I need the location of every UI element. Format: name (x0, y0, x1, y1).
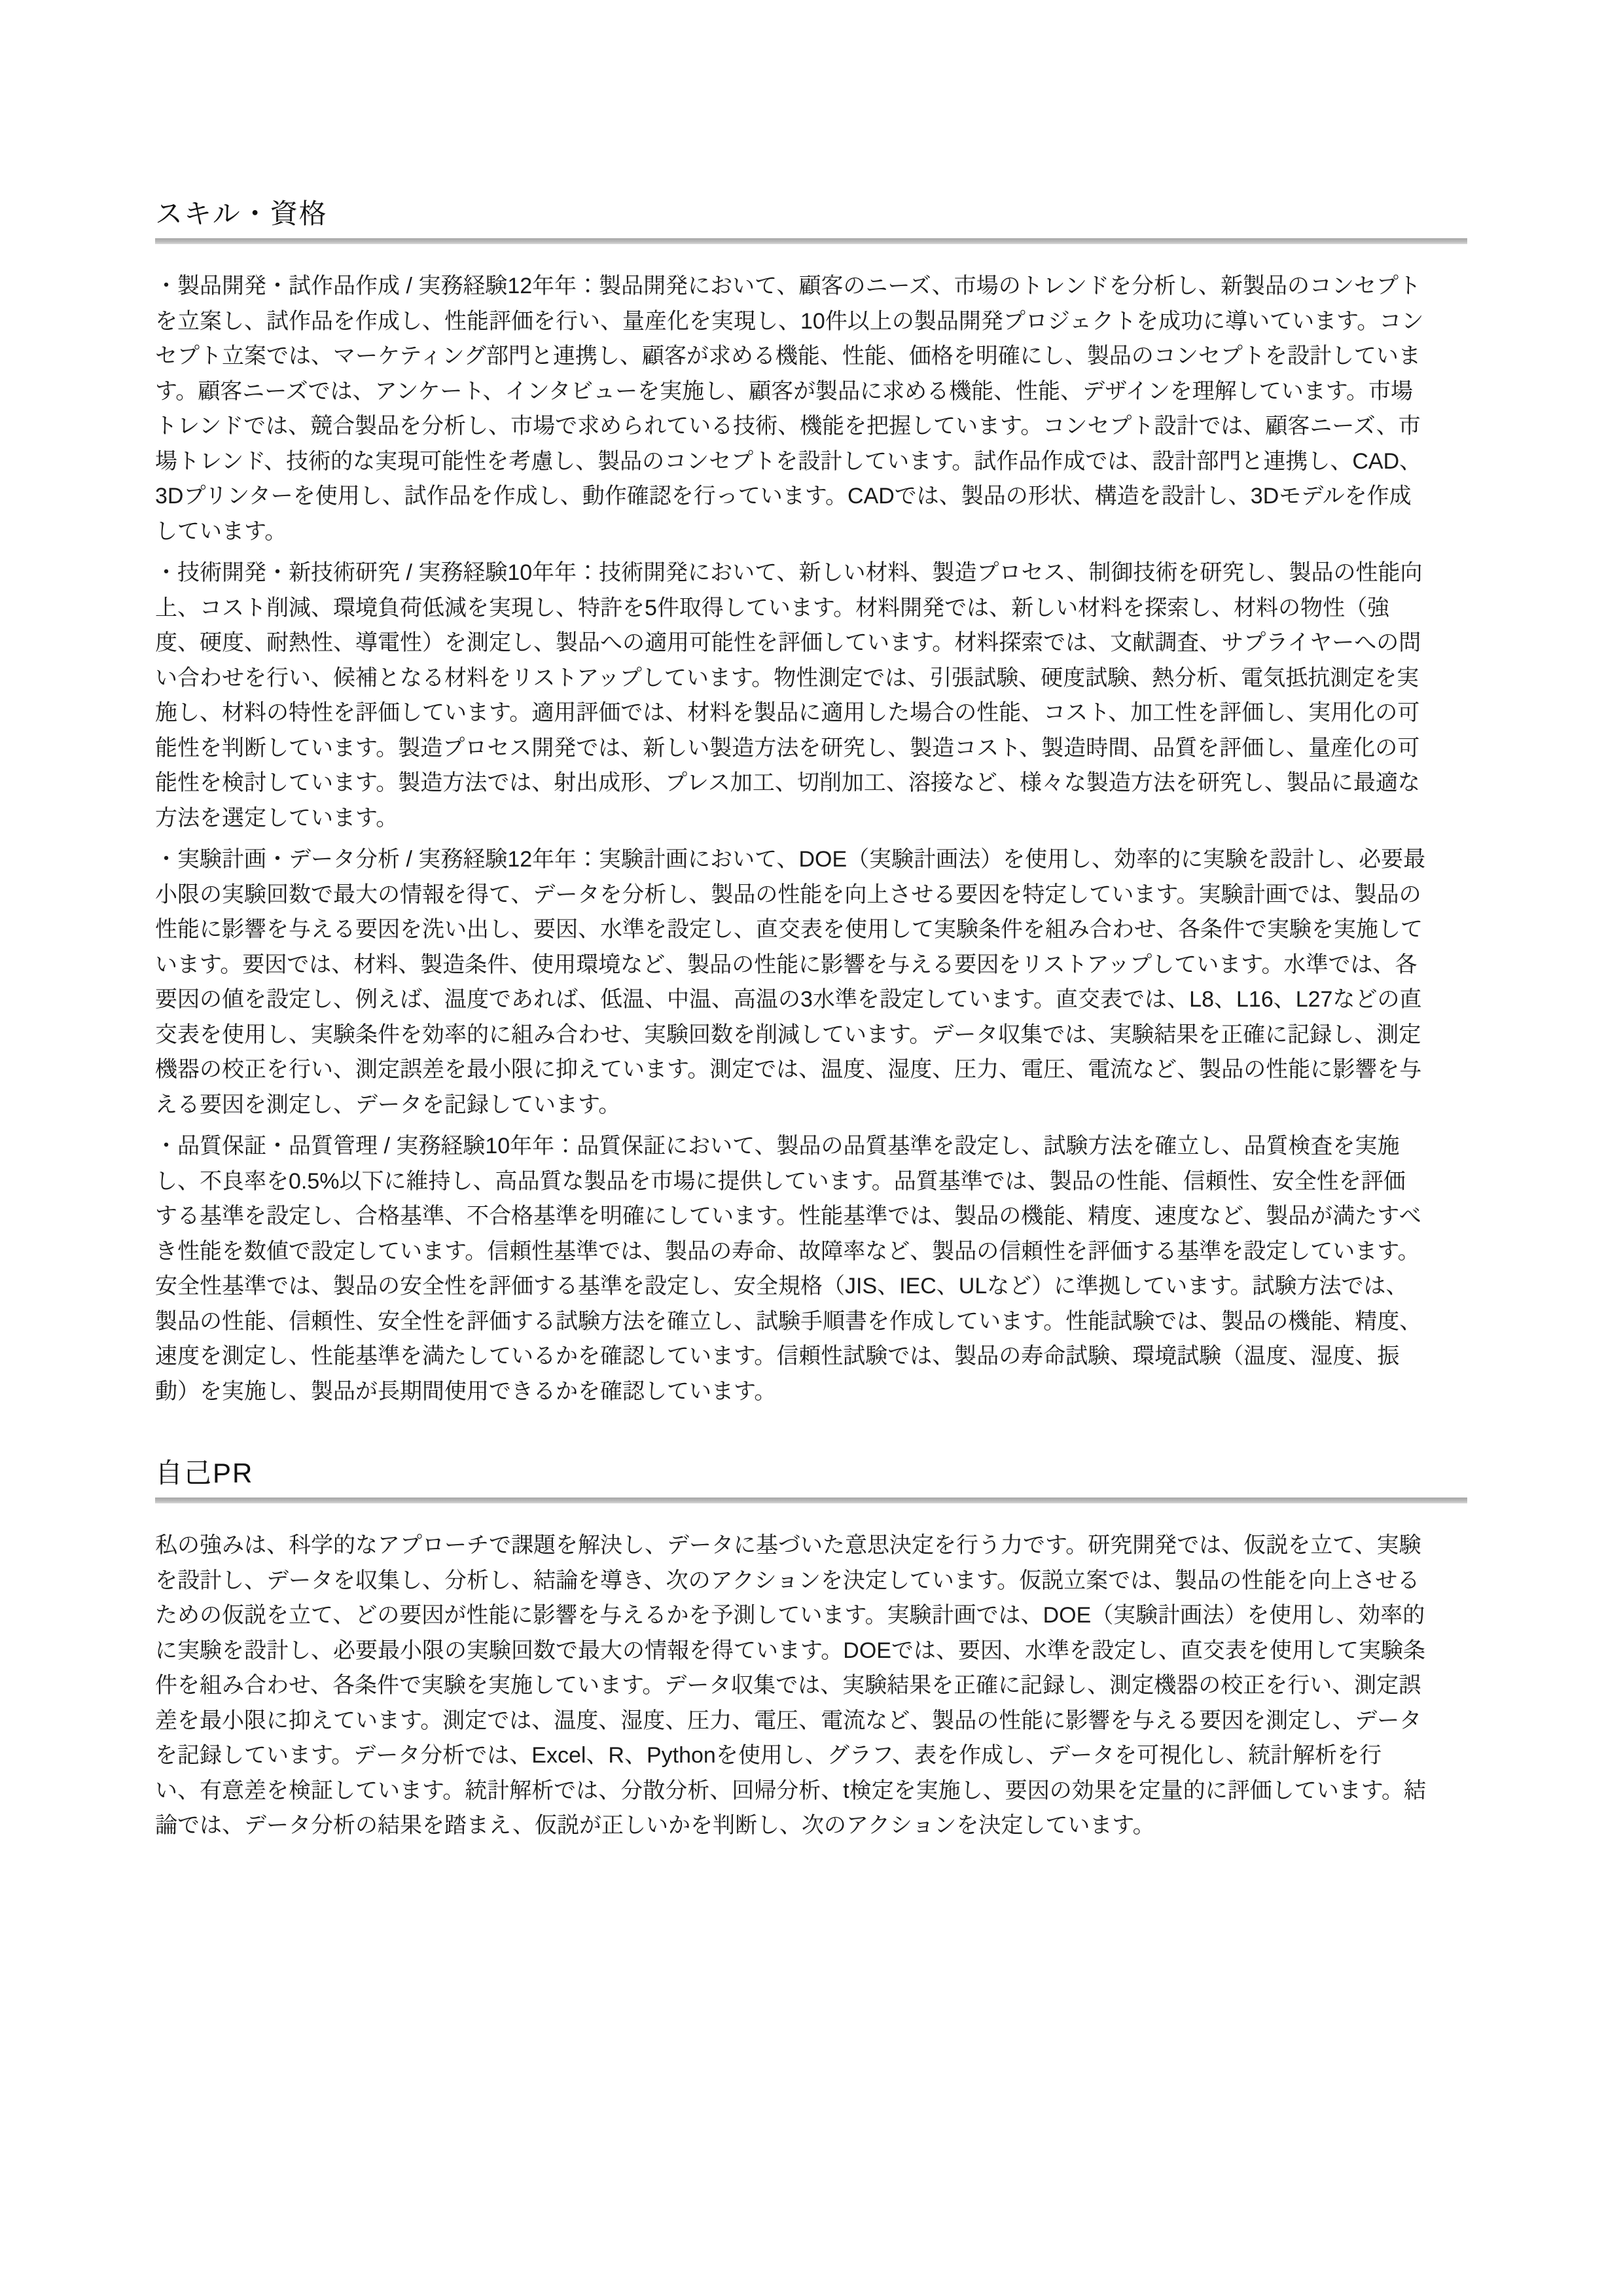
text-line: 度、硬度、耐熱性、導電性）を測定し、製品への適用可能性を評価しています。材料探索では、文献調査、サプライヤーへの問 (155, 630, 1421, 655)
text-line: に実験を設計し、必要最小限の実験回数で最大の情報を得ています。DOEでは、要因、水準を設定し、直交表を使用して実験条 (155, 1638, 1425, 1663)
paragraph-quality-assurance (155, 1129, 1467, 1409)
text-line: 差を最小限に抑えています。測定では、温度、湿度、圧力、電圧、電流など、製品の性能に影響を与える要因を測定し、データ (155, 1708, 1422, 1733)
text-line: 3Dプリンターを使用し、試作品を作成し、動作確認を行っています。CADでは、製品の形状、構造を設計し、3Dモデルを作成 (155, 484, 1412, 509)
text-line: ・技術開発・新技術研究 / 実務経験10年年：技術開発において、新しい材料、製造プロセス、制御技術を研究し、製品の性能向 (155, 560, 1423, 585)
text-line: を立案し、試作品を作成し、性能評価を行い、量産化を実現し、10件以上の製品開発プロジェクトを成功に導いています。コン (155, 308, 1424, 334)
section-heading-self-pr: 自己PR (155, 1458, 254, 1488)
section-body-skills (155, 269, 1467, 1409)
text-line: い、有意差を検証しています。統計解析では、分散分析、回帰分析、t検定を実施し、要因の効果を定量的に評価しています。結 (155, 1778, 1427, 1803)
text-line: 性能に影響を与える要因を洗い出し、要因、水準を設定し、直交表を使用して実験条件を組み合わせ、各条件で実験を実施して (155, 917, 1423, 942)
text-line: ための仮説を立て、どの要因が性能に影響を与えるかを予測しています。実験計画では、DOE（実験計画法）を使用し、効率的 (155, 1603, 1425, 1628)
paragraph-doe-data-analysis (155, 842, 1467, 1122)
text-line: える要因を測定し、データを記録しています。 (155, 1092, 621, 1117)
text-line: 動）を実施し、製品が長期間使用できるかを確認しています。 (155, 1378, 777, 1404)
text-line: トレンドでは、競合製品を分析し、市場で求められている技術、機能を把握しています。コンセプト設計では、顧客ニーズ、市 (155, 414, 1421, 439)
text-line: 方法を選定しています。 (155, 805, 399, 831)
text-line: を記録しています。データ分析では、Excel、R、Pythonを使用し、グラフ、表を作成し、データを可視化し、統計解析を行 (155, 1743, 1382, 1768)
text-line: 件を組み合わせ、各条件で実験を実施しています。データ収集では、実験結果を正確に記録し、測定機器の校正を行い、測定誤 (155, 1673, 1421, 1698)
text-line: 場トレンド、技術的な実現可能性を考慮し、製品のコンセプトを設計しています。試作品作成では、設計部門と連携し、CAD、 (155, 448, 1422, 474)
text-line: す。顧客ニーズでは、アンケート、インタビューを実施し、顧客が製品に求める機能、性能、デザインを理解しています。市場 (155, 378, 1414, 404)
section-body-self-pr (155, 1528, 1467, 1844)
text-line: し、不良率を0.5%以下に維持し、高品質な製品を市場に提供しています。品質基準では、製品の性能、信頼性、安全性を評価 (155, 1168, 1406, 1194)
text-line: 速度を測定し、性能基準を満たしているかを確認しています。信頼性試験では、製品の寿命試験、環境試験（温度、湿度、振 (155, 1344, 1400, 1369)
text-line: 交表を使用し、実験条件を効率的に組み合わせ、実験回数を削減しています。データ収集では、実験結果を正確に記録し、測定 (155, 1022, 1421, 1047)
text-line: ・実験計画・データ分析 / 実務経験12年年：実験計画において、DOE（実験計画法）を使用し、効率的に実験を設計し、必要最 (155, 847, 1426, 872)
section-skills (155, 198, 1467, 1409)
section-self-pr (155, 1458, 1467, 1844)
section-heading-skills: スキル・資格 (155, 198, 328, 229)
section-rule (155, 238, 1467, 244)
text-line: 能性を検討しています。製造方法では、射出成形、プレス加工、切削加工、溶接など、様々な製造方法を研究し、製品に最適な (155, 770, 1420, 795)
text-line: 機器の校正を行い、測定誤差を最小限に抑えています。測定では、温度、湿度、圧力、電圧、電流など、製品の性能に影響を与 (155, 1057, 1422, 1082)
text-line: 製品の性能、信頼性、安全性を評価する試験方法を確立し、試験手順書を作成しています。性能試験では、製品の機能、精度、 (155, 1308, 1422, 1334)
text-line: ・製品開発・試作品作成 / 実務経験12年年：製品開発において、顧客のニーズ、市場のトレンドを分析し、新製品のコンセプト (155, 274, 1421, 298)
text-line: 要因の値を設定し、例えば、温度であれば、低温、中温、高温の3水準を設定しています。直交表では、L8、L16、L27などの直 (155, 987, 1422, 1012)
text-line: しています。 (155, 518, 287, 544)
text-line: 能性を判断しています。製造プロセス開発では、新しい製造方法を研究し、製造コスト、製造時間、品質を評価し、量産化の可 (155, 735, 1420, 761)
text-line: 私の強みは、科学的なアプローチで課題を解決し、データに基づいた意思決定を行う力です。研究開発では、仮説を立て、実験 (155, 1533, 1421, 1558)
text-line: ・品質保証・品質管理 / 実務経験10年年：品質保証において、製品の品質基準を設定し、試験方法を確立し、品質検査を実施 (155, 1134, 1400, 1158)
text-line: 論では、データ分析の結果を踏まえ、仮説が正しいかを判断し、次のアクションを決定しています。 (155, 1813, 1155, 1838)
text-line: を設計し、データを収集し、分析し、結論を導き、次のアクションを決定しています。仮説立案では、製品の性能を向上させる (155, 1568, 1420, 1593)
text-line: 上、コスト削減、環境負荷低減を実現し、特許を5件取得しています。材料開発では、新しい材料を探索し、材料の物性（強 (155, 595, 1390, 620)
text-line: セプト立案では、マーケティング部門と連携し、顧客が求める機能、性能、価格を明確にし、製品のコンセプトを設計していま (155, 344, 1421, 368)
text-line: い合わせを行い、候補となる材料をリストアップしています。物性測定では、引張試験、硬度試験、熱分析、電気抵抗測定を実 (155, 665, 1419, 691)
paragraph-product-development (155, 269, 1467, 549)
text-line: 施し、材料の特性を評価しています。適用評価では、材料を製品に適用した場合の性能、コスト、加工性を評価し、実用化の可 (155, 700, 1420, 725)
text-line: き性能を数値で設定しています。信頼性基準では、製品の寿命、故障率など、製品の信頼性を評価する基準を設定しています。 (155, 1238, 1420, 1264)
text-line: する基準を設定し、合格基準、不合格基準を明確にしています。性能基準では、製品の機能、精度、速度など、製品が満たすべ (155, 1204, 1421, 1229)
text-line: います。要因では、材料、製造条件、使用環境など、製品の性能に影響を与える要因をリストアップしています。水準では、各 (155, 952, 1418, 977)
text-line: 安全性基準では、製品の安全性を評価する基準を設定し、安全規格（JIS、IEC、ULなど）に準拠しています。試験方法では、 (155, 1274, 1408, 1299)
paragraph-self-pr (155, 1528, 1467, 1844)
text-line: 小限の実験回数で最大の情報を得て、データを分析し、製品の性能を向上させる要因を特定しています。実験計画では、製品の (155, 882, 1421, 907)
paragraph-technology-research (155, 556, 1467, 836)
section-rule (155, 1498, 1467, 1503)
